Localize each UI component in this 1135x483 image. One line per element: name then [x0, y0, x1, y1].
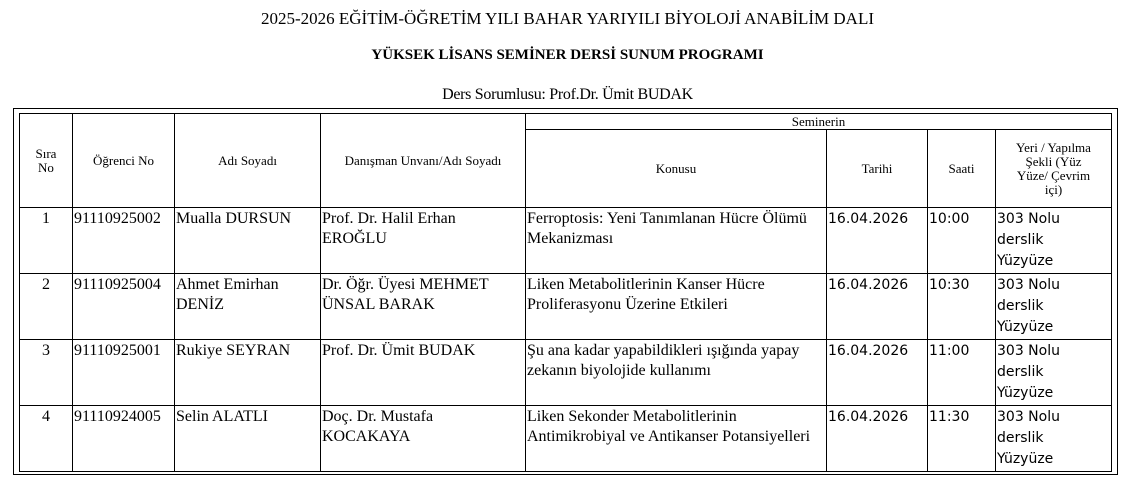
cell-saati: 11:00: [928, 340, 996, 406]
cell-adi-soyadi: Mualla DURSUN: [175, 208, 321, 274]
cell-danisman: Prof. Dr. Halil Erhan EROĞLU: [321, 208, 526, 274]
cell-tarihi: 16.04.2026: [827, 274, 928, 340]
cell-yeri: 303 Nolu derslik Yüzyüze: [996, 274, 1112, 340]
header-yeri: Yeri / Yapılma Şekli (Yüz Yüze/ Çevrim içi): [996, 130, 1112, 208]
cell-ogrenci-no: 91110925001: [73, 340, 175, 406]
cell-danisman: Doç. Dr. Mustafa KOCAKAYA: [321, 406, 526, 472]
document-subtitle: YÜKSEK LİSANS SEMİNER DERSİ SUNUM PROGRAMI: [371, 47, 764, 63]
cell-sira: 1: [20, 208, 73, 274]
cell-sira: 3: [20, 340, 73, 406]
cell-adi-soyadi: Ahmet Emirhan DENİZ: [175, 274, 321, 340]
table-row: [20, 406, 1112, 472]
table-row: [20, 274, 1112, 340]
course-responsible: Ders Sorumlusu: Prof.Dr. Ümit BUDAK: [442, 86, 693, 103]
header-danisman: Danışman Unvanı/Adı Soyadı: [321, 114, 526, 208]
cell-saati: 11:30: [928, 406, 996, 472]
seminar-schedule-table: [19, 113, 1112, 472]
cell-danisman: Dr. Öğr. Üyesi MEHMET ÜNSAL BARAK: [321, 274, 526, 340]
cell-konusu: Şu ana kadar yapabildikleri ışığında yapay zekanın biyolojide kullanımı: [526, 340, 827, 406]
cell-yeri: 303 Nolu derslik Yüzyüze: [996, 208, 1112, 274]
cell-yeri: 303 Nolu derslik Yüzyüze: [996, 340, 1112, 406]
cell-danisman: Prof. Dr. Ümit BUDAK: [321, 340, 526, 406]
cell-sira: 4: [20, 406, 73, 472]
cell-tarihi: 16.04.2026: [827, 340, 928, 406]
cell-saati: 10:00: [928, 208, 996, 274]
cell-konusu: Liken Metabolitlerinin Kanser Hücre Proliferasyonu Üzerine Etkileri: [526, 274, 827, 340]
cell-tarihi: 16.04.2026: [827, 208, 928, 274]
cell-sira: 2: [20, 274, 73, 340]
cell-konusu: Liken Sekonder Metabolitlerinin Antimikrobiyal ve Antikanser Potansiyelleri: [526, 406, 827, 472]
table-row: [20, 208, 1112, 274]
cell-tarihi: 16.04.2026: [827, 406, 928, 472]
cell-ogrenci-no: 91110924005: [73, 406, 175, 472]
table-row: [20, 340, 1112, 406]
cell-yeri: 303 Nolu derslik Yüzyüze: [996, 406, 1112, 472]
document-title: 2025-2026 EĞİTİM-ÖĞRETİM YILI BAHAR YARIYILI BİYOLOJİ ANABİLİM DALI: [260, 9, 875, 28]
cell-saati: 10:30: [928, 274, 996, 340]
cell-adi-soyadi: Rukiye SEYRAN: [175, 340, 321, 406]
header-tarihi: Tarihi: [827, 130, 928, 208]
cell-adi-soyadi: Selin ALATLI: [175, 406, 321, 472]
header-sira: Sıra No: [20, 114, 73, 208]
header-konusu: Konusu: [526, 130, 827, 208]
cell-konusu: Ferroptosis: Yeni Tanımlanan Hücre Ölümü Mekanizması: [526, 208, 827, 274]
header-ogrenci-no: Öğrenci No: [73, 114, 175, 208]
cell-ogrenci-no: 91110925002: [73, 208, 175, 274]
header-seminerin: Seminerin: [526, 114, 1112, 130]
cell-ogrenci-no: 91110925004: [73, 274, 175, 340]
header-adi-soyadi: Adı Soyadı: [175, 114, 321, 208]
header-saati: Saati: [928, 130, 996, 208]
